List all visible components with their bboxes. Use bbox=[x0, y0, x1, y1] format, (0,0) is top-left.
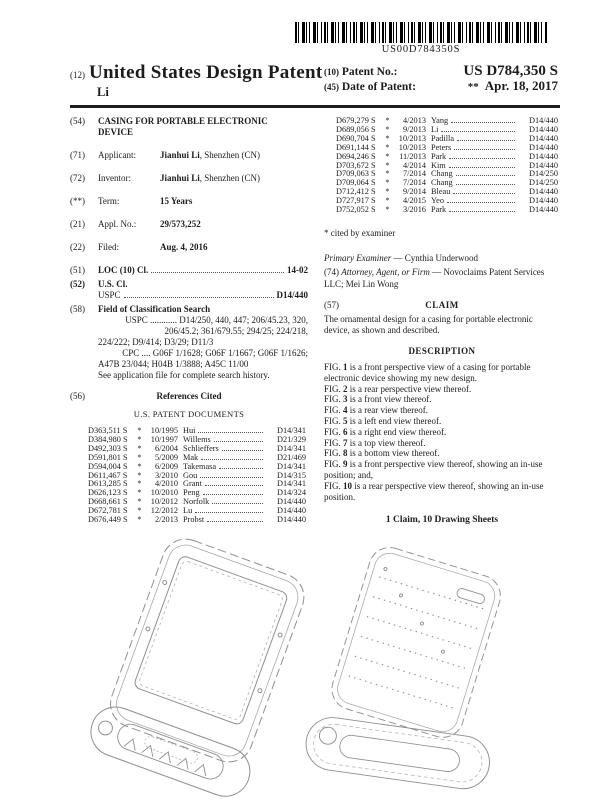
ref-class: D14/341 bbox=[276, 426, 306, 435]
ref-examiner-star: * bbox=[385, 160, 390, 170]
figure-description-line: FIG. 6 is a right end view thereof. bbox=[324, 426, 447, 437]
ref-examiner-star: * bbox=[385, 187, 390, 197]
ref-class: D14/440 bbox=[276, 497, 306, 507]
ref-inventor-name: Bleau bbox=[431, 187, 451, 197]
dot-leader bbox=[219, 468, 263, 469]
dot-leader bbox=[195, 512, 263, 513]
ref-inventor-name: Chang bbox=[431, 178, 453, 188]
ref-patent-number: D679,279 S bbox=[336, 116, 376, 125]
field-number: (22) bbox=[70, 242, 85, 252]
doc-kind-number: (12) bbox=[70, 70, 85, 80]
ref-class: D14/440 bbox=[528, 187, 558, 197]
date-asterisks: ** bbox=[467, 81, 479, 93]
ref-inventor-name: Chang bbox=[431, 169, 453, 179]
ref-date: 7/2014 bbox=[402, 178, 426, 188]
claims-sheets-summary: 1 Claim, 10 Drawing Sheets bbox=[385, 515, 499, 526]
claim-head bbox=[324, 300, 560, 311]
ref-examiner-star: * bbox=[385, 196, 390, 206]
references-cited-head bbox=[70, 391, 308, 402]
ref-date: 11/2013 bbox=[399, 151, 426, 161]
loc-label: LOC (10) Cl. bbox=[98, 265, 149, 275]
loc-value: 14-02 bbox=[287, 265, 308, 275]
ref-patent-number: D594,004 S bbox=[88, 461, 128, 471]
ref-inventor-name: Park bbox=[431, 205, 447, 215]
ref-class: D21/329 bbox=[276, 434, 306, 444]
ref-date: 4/2013 bbox=[402, 116, 426, 125]
ref-class: D14/440 bbox=[528, 196, 558, 206]
field-value: Aug. 4, 2016 bbox=[160, 242, 208, 252]
field-number: (72) bbox=[70, 173, 85, 183]
search-line: USPC ............ D14/250, 440, 447; 206/45.23, 320, bbox=[125, 315, 308, 325]
dot-leader bbox=[441, 131, 515, 132]
figure-description-line: FIG. 2 is a rear perspective view thereof. bbox=[324, 383, 472, 394]
us-class-label: U.S. Cl. bbox=[98, 279, 128, 289]
ref-examiner-star: * bbox=[137, 515, 142, 525]
field-value: Jianhui Li, Shenzhen (CN) bbox=[160, 150, 261, 160]
ref-inventor-name: Padilla bbox=[431, 133, 455, 143]
ref-examiner-star: * bbox=[137, 426, 142, 435]
ref-class: D21/469 bbox=[276, 452, 306, 462]
dot-leader bbox=[205, 485, 263, 486]
ref-class: D14/315 bbox=[276, 470, 306, 480]
ref-examiner-star: * bbox=[137, 497, 142, 507]
ref-examiner-star: * bbox=[137, 443, 142, 453]
ref-examiner-star: * bbox=[137, 452, 142, 462]
ref-date: 3/2010 bbox=[154, 470, 178, 480]
field-number: (71) bbox=[70, 150, 85, 160]
figure-descriptions bbox=[324, 362, 560, 502]
biblio-field-row bbox=[70, 150, 308, 161]
dot-leader bbox=[456, 175, 515, 176]
field-of-search-title: Field of Classification Search bbox=[98, 304, 211, 314]
field-number: (**) bbox=[70, 196, 85, 206]
ref-examiner-star: * bbox=[385, 142, 390, 152]
ref-patent-number: D694,246 S bbox=[336, 151, 376, 161]
dot-leader bbox=[198, 432, 263, 433]
ref-inventor-name: Grant bbox=[183, 479, 202, 489]
ref-date: 10/1995 bbox=[150, 426, 178, 435]
ref-inventor-name: Peng bbox=[183, 488, 200, 498]
ref-examiner-star: * bbox=[137, 488, 142, 498]
ref-inventor-name: Norfolk bbox=[183, 497, 210, 507]
barcode-icon bbox=[295, 22, 547, 43]
field-label: Applicant: bbox=[98, 150, 136, 160]
ref-patent-number: D690,704 S bbox=[336, 133, 376, 143]
ref-date: 9/2014 bbox=[402, 187, 426, 197]
uspc-value: D14/440 bbox=[276, 290, 308, 300]
ref-class: D14/324 bbox=[276, 488, 306, 498]
ref-examiner-star: * bbox=[137, 434, 142, 444]
field-value: Jianhui Li, Shenzhen (CN) bbox=[160, 173, 261, 183]
dot-leader bbox=[454, 149, 515, 150]
dot-leader bbox=[449, 158, 515, 159]
ref-class: D14/440 bbox=[528, 160, 558, 170]
ref-class: D14/341 bbox=[276, 461, 306, 471]
cited-by-examiner-note: * cited by examiner bbox=[324, 227, 396, 238]
ref-patent-number: D384,980 S bbox=[88, 434, 128, 444]
left-column bbox=[70, 116, 308, 526]
reference-row bbox=[336, 206, 558, 215]
field-label: Term: bbox=[98, 196, 120, 206]
search-line: CPC .... G06F 1/1628; G06F 1/1667; G06F 1/1626; bbox=[122, 348, 308, 358]
ref-date: 4/2014 bbox=[402, 160, 426, 170]
patent-number-value: US D784,350 S bbox=[463, 63, 558, 79]
ref-inventor-name: Schlieffers bbox=[183, 443, 219, 453]
us-patent-documents-title: U.S. PATENT DOCUMENTS bbox=[133, 409, 245, 419]
biblio-field-row bbox=[70, 242, 308, 253]
figure-description-line: FIG. 10 is a rear perspective view thereof, showing an in-use position. bbox=[324, 480, 544, 502]
figure-rear-perspective-drawing bbox=[296, 542, 508, 800]
field-of-search-lines bbox=[98, 315, 308, 381]
ref-inventor-name: Probst bbox=[183, 515, 205, 525]
ref-patent-number: D668,661 S bbox=[88, 497, 128, 507]
ref-class: D14/250 bbox=[528, 178, 558, 188]
ref-examiner-star: * bbox=[385, 205, 390, 215]
ref-patent-number: D709,063 S bbox=[336, 169, 376, 179]
ref-date: 7/2014 bbox=[402, 169, 426, 179]
header-rule bbox=[70, 105, 560, 108]
ref-inventor-name: Mak bbox=[183, 452, 199, 462]
field-label: Appl. No.: bbox=[98, 219, 137, 229]
ref-date: 9/2013 bbox=[402, 124, 426, 134]
dot-leader bbox=[203, 494, 263, 495]
ref-inventor-name: Yang bbox=[431, 116, 449, 125]
ref-class: D14/440 bbox=[528, 124, 558, 134]
invention-title: CASING FOR PORTABLE ELECTRONIC DEVICE bbox=[98, 116, 268, 137]
ref-date: 3/2016 bbox=[402, 205, 426, 215]
ref-inventor-name: Peters bbox=[431, 142, 452, 152]
us-class-row bbox=[70, 279, 308, 290]
ref-examiner-star: * bbox=[137, 461, 142, 471]
drawing-area bbox=[0, 528, 600, 800]
figure-description-line: FIG. 1 is a front perspective view of a casing for portable electronic device showing my new design. bbox=[324, 361, 531, 383]
ref-patent-number: D613,285 S bbox=[88, 479, 128, 489]
ref-patent-number: D363,511 S bbox=[88, 426, 128, 435]
reference-row bbox=[88, 516, 306, 525]
field-52-number: (52) bbox=[70, 279, 85, 289]
barcode-block bbox=[295, 22, 547, 55]
biblio-fields bbox=[70, 150, 308, 253]
ref-examiner-star: * bbox=[137, 506, 142, 516]
ref-patent-number: D611,467 S bbox=[88, 470, 128, 480]
invention-title-row bbox=[70, 116, 308, 138]
ref-date: 10/1997 bbox=[150, 434, 178, 444]
ref-date: 2/2013 bbox=[154, 515, 178, 525]
ref-date: 10/2010 bbox=[150, 488, 178, 498]
ref-date: 12/2012 bbox=[150, 506, 178, 516]
ref-inventor-name: Lu bbox=[183, 506, 193, 516]
header-left bbox=[70, 62, 322, 100]
field-51-number: (51) bbox=[70, 265, 85, 275]
attorney-line: (74) Attorney, Agent, or Firm — Novoclaims Patent Services LLC; Mei Lin Wong bbox=[324, 266, 545, 289]
ref-class: D14/341 bbox=[276, 479, 306, 489]
ref-patent-number: D712,412 S bbox=[336, 187, 376, 197]
dot-leader bbox=[449, 211, 515, 212]
field-value: 15 Years bbox=[160, 196, 193, 206]
ref-patent-number: D752,052 S bbox=[336, 205, 376, 215]
dot-leader bbox=[449, 167, 515, 168]
claim-text: The ornamental design for a casing for portable electronic device, as shown and described. bbox=[324, 313, 533, 336]
ref-examiner-star: * bbox=[137, 479, 142, 489]
ref-inventor-name: Yeo bbox=[431, 196, 444, 206]
dot-leader bbox=[212, 503, 263, 504]
ref-class: D14/440 bbox=[528, 133, 558, 143]
patent-date-label: (45) Date of Patent: bbox=[324, 81, 416, 93]
reference-list-left bbox=[70, 427, 308, 525]
ref-date: 10/2012 bbox=[150, 497, 178, 507]
patent-date-value: ** Apr. 18, 2017 bbox=[467, 78, 558, 93]
ref-examiner-star: * bbox=[137, 470, 142, 480]
field-56-number: (56) bbox=[70, 391, 85, 401]
ref-patent-number: D626,123 S bbox=[88, 488, 128, 498]
ref-inventor-name: Gou bbox=[183, 470, 198, 480]
ref-class: D14/440 bbox=[528, 116, 558, 125]
ref-inventor-name: Takemasa bbox=[183, 461, 217, 471]
field-57-number: (57) bbox=[324, 299, 339, 310]
uspc-row bbox=[98, 290, 308, 301]
ref-date: 6/2004 bbox=[154, 443, 178, 453]
ref-examiner-star: * bbox=[385, 169, 390, 179]
barcode-text: US00D784350S bbox=[381, 44, 461, 55]
ref-date: 6/2009 bbox=[154, 461, 178, 471]
ref-patent-number: D691,144 S bbox=[336, 142, 376, 152]
figure-description-line: FIG. 7 is a top view thereof. bbox=[324, 437, 426, 448]
reference-list-right bbox=[324, 117, 560, 215]
field-label: Filed: bbox=[98, 242, 120, 252]
ref-patent-number: D492,303 S bbox=[88, 443, 128, 453]
ref-date: 5/2009 bbox=[154, 452, 178, 462]
patent-date-line bbox=[324, 79, 558, 94]
dot-leader bbox=[447, 202, 515, 203]
patent-number-label: (10) Patent No.: bbox=[324, 66, 398, 78]
figure-front-perspective-drawing bbox=[82, 530, 314, 800]
field-54-number: (54) bbox=[70, 116, 85, 126]
dot-leader bbox=[222, 450, 263, 451]
ref-patent-number: D709,064 S bbox=[336, 178, 376, 188]
field-number: (21) bbox=[70, 219, 85, 229]
claim-title: CLAIM bbox=[425, 299, 459, 310]
dot-leader bbox=[451, 122, 515, 123]
ref-patent-number: D591,801 S bbox=[88, 452, 128, 462]
field-of-search-head bbox=[70, 304, 308, 315]
references-cited-title: References Cited bbox=[156, 391, 222, 401]
inventor-surname: Li bbox=[97, 85, 109, 99]
ref-class: D14/440 bbox=[276, 515, 306, 525]
ref-patent-number: D703,672 S bbox=[336, 160, 376, 170]
document-title: United States Design Patent bbox=[89, 62, 323, 83]
ref-inventor-name: Park bbox=[431, 151, 447, 161]
biblio-field-row bbox=[70, 219, 308, 230]
patent-number-line bbox=[324, 65, 558, 79]
ref-inventor-name: Kim bbox=[431, 160, 446, 170]
field-label: Inventor: bbox=[98, 173, 131, 183]
ref-date: 4/2010 bbox=[154, 479, 178, 489]
ref-inventor-name: Li bbox=[431, 124, 439, 134]
ref-examiner-star: * bbox=[385, 151, 390, 161]
field-58-number: (58) bbox=[70, 304, 85, 314]
ref-patent-number: D689,056 S bbox=[336, 124, 376, 134]
dot-leader bbox=[151, 272, 284, 273]
dot-leader bbox=[453, 193, 515, 194]
uspc-label: USPC bbox=[98, 290, 121, 300]
ref-patent-number: D727,917 S bbox=[336, 196, 376, 206]
ref-patent-number: D676,449 S bbox=[88, 515, 128, 525]
dot-leader bbox=[457, 140, 515, 141]
figure-description-line: FIG. 9 is a front perspective view thereof, showing an in-use position; and, bbox=[324, 459, 543, 480]
ref-inventor-name: Willems bbox=[183, 434, 211, 444]
dot-leader bbox=[207, 521, 263, 522]
search-line: See application file for complete search history. bbox=[98, 370, 270, 380]
ref-patent-number: D672,781 S bbox=[88, 506, 128, 516]
ref-class: D14/440 bbox=[528, 151, 558, 161]
ref-examiner-star: * bbox=[385, 116, 390, 125]
header bbox=[0, 55, 600, 102]
ref-class: D14/341 bbox=[276, 443, 306, 453]
ref-examiner-star: * bbox=[385, 124, 390, 134]
field-value: 29/573,252 bbox=[160, 219, 201, 229]
ref-inventor-name: Hui bbox=[183, 426, 196, 435]
ref-examiner-star: * bbox=[385, 178, 390, 188]
primary-examiner-line: Primary Examiner — Cynthia Underwood bbox=[324, 252, 478, 263]
ref-date: 10/2013 bbox=[398, 133, 426, 143]
ref-class: D14/440 bbox=[528, 142, 558, 152]
header-right bbox=[324, 62, 558, 94]
ref-class: D14/440 bbox=[276, 506, 306, 516]
dot-leader bbox=[200, 477, 263, 478]
search-line: A47B 23/044; H04B 1/3888; A45C 11/00 bbox=[98, 359, 249, 369]
ref-date: 10/2013 bbox=[398, 142, 426, 152]
biblio-field-row bbox=[70, 196, 308, 207]
doc-kind-line bbox=[70, 62, 322, 84]
biblio-field-row bbox=[70, 173, 308, 184]
dot-leader bbox=[214, 441, 263, 442]
figure-description-line: FIG. 8 is a bottom view thereof. bbox=[324, 448, 440, 459]
description-title: DESCRIPTION bbox=[408, 345, 476, 356]
figure-description-line: FIG. 4 is a rear view thereof. bbox=[324, 405, 428, 416]
dot-leader bbox=[456, 184, 515, 185]
right-column bbox=[324, 116, 560, 526]
dot-leader bbox=[201, 459, 263, 460]
figure-description-line: FIG. 3 is a front view thereof. bbox=[324, 394, 432, 405]
ref-class: D14/440 bbox=[528, 205, 558, 215]
figure-description-line: FIG. 5 is a left end view thereof. bbox=[324, 415, 442, 426]
dot-leader bbox=[124, 297, 274, 298]
biblio-columns bbox=[0, 114, 600, 526]
search-line: 224/222; D9/414; D3/29; D11/3 bbox=[98, 337, 214, 347]
search-line: 206/45.2; 361/679.55; 294/25; 224/218, bbox=[164, 326, 308, 336]
loc-classification-row bbox=[70, 265, 308, 276]
ref-examiner-star: * bbox=[385, 133, 390, 143]
barcode-row bbox=[0, 0, 600, 55]
ref-class: D14/250 bbox=[528, 169, 558, 179]
ref-date: 4/2015 bbox=[402, 196, 426, 206]
